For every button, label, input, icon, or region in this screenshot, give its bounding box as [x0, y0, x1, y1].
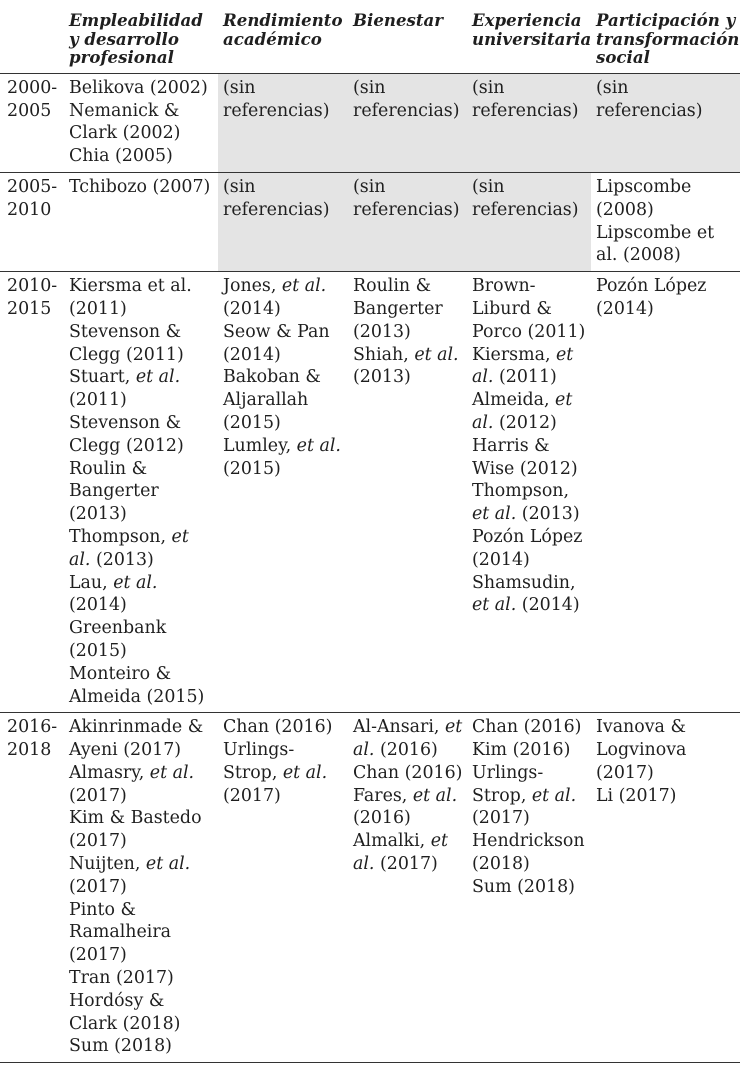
- reference-entry: Chan (2016): [223, 717, 333, 738]
- cell-experiencia: [467, 172, 591, 271]
- reference-entry: Fares, et al. (2016): [353, 785, 458, 829]
- reference-entry: Lipscombe (2008): [596, 176, 692, 220]
- reference-entry: Chan (2016): [472, 717, 582, 738]
- reference-entry: Belikova (2002): [69, 77, 208, 98]
- cell-bienestar: [348, 73, 467, 172]
- reference-entry: Akinrinmade & Ayeni (2017): [69, 717, 204, 761]
- reference-entry: Jones, et al. (2014): [223, 276, 327, 319]
- reference-entry: Kim & Bastedo (2017): [69, 808, 202, 852]
- reference-entry: Sum (2018): [69, 1036, 172, 1057]
- header-participacion: Participación y transformación social: [596, 10, 740, 68]
- cell-rendimiento: [218, 172, 348, 271]
- reference-entry: Pinto & Ramalheira (2017): [69, 899, 172, 966]
- reference-entry: Al-Ansari, et al. (2016): [353, 717, 463, 761]
- table-body: [0, 73, 740, 1062]
- no-references-note: (sin referencias): [472, 77, 579, 121]
- cell-bienestar: [348, 272, 467, 713]
- period-cell: 2005- 2010: [7, 176, 58, 220]
- no-references-note: (sin referencias): [353, 77, 460, 121]
- cell-rendimiento: [218, 713, 348, 1063]
- reference-entry: Urlings-Strop, et al. (2017): [472, 762, 577, 829]
- cell-rendimiento: [218, 73, 348, 172]
- table-row: [0, 172, 740, 271]
- reference-entry: Lumley, et al. (2015): [223, 435, 341, 479]
- reference-entry: Stevenson & Clegg (2012): [69, 412, 184, 456]
- references-table: [0, 6, 740, 1063]
- cell-participacion: [591, 172, 740, 271]
- period-cell: 2000- 2005: [7, 77, 58, 121]
- reference-entry: Chan (2016): [353, 762, 463, 783]
- no-references-note: (sin referencias): [353, 176, 460, 220]
- reference-entry: Thompson, et al. (2013): [69, 526, 189, 570]
- cell-participacion: [591, 272, 740, 713]
- reference-entry: Roulin & Bangerter (2013): [69, 458, 159, 525]
- no-references-note: (sin referencias): [223, 176, 330, 220]
- cell-experiencia: [467, 272, 591, 713]
- period-cell: 2016- 2018: [7, 717, 58, 761]
- reference-entry: Urlings-Strop, et al. (2017): [223, 740, 328, 806]
- reference-entry: Bakoban & Aljarallah (2015): [223, 367, 321, 433]
- cell-experiencia: [467, 73, 591, 172]
- reference-entry: Almeida, et al. (2012): [472, 390, 573, 433]
- cell-rendimiento: [218, 272, 348, 713]
- reference-entry: Harris & Wise (2012): [472, 435, 578, 479]
- reference-entry: Nuijten, et al. (2017): [69, 854, 191, 897]
- header-experiencia: Experiencia universitaria: [472, 10, 592, 49]
- reference-entry: Sum (2018): [472, 876, 575, 897]
- reference-entry: Stevenson & Clegg (2011): [69, 321, 184, 365]
- reference-entry: Almasry, et al. (2017): [69, 762, 195, 806]
- reference-entry: Lau, et al. (2014): [69, 572, 158, 616]
- header-period: [0, 6, 64, 73]
- reference-entry: Kiersma, et al. (2011): [472, 344, 574, 388]
- cell-empleabilidad: [64, 272, 218, 713]
- no-references-note: (sin referencias): [596, 77, 703, 121]
- reference-entry: Chia (2005): [69, 146, 173, 167]
- reference-entry: Tchibozo (2007): [69, 176, 211, 197]
- reference-entry: Kiersma et al. (2011): [69, 276, 192, 319]
- reference-entry: Pozón López (2014): [472, 526, 583, 570]
- cell-empleabilidad: [64, 713, 218, 1063]
- reference-entry: Roulin & Bangerter (2013): [353, 276, 443, 342]
- header-empleabilidad: Empleabilidad y desarrollo profesional: [69, 10, 203, 68]
- reference-entry: Ivanova & Logvinova (2017): [596, 717, 687, 783]
- reference-entry: Kim (2016): [472, 740, 571, 761]
- reference-entry: Stuart, et al. (2011): [69, 367, 181, 411]
- cell-participacion: [591, 73, 740, 172]
- table-row: [0, 713, 740, 1063]
- reference-entry: Almalki, et al. (2017): [353, 831, 448, 875]
- header-row: [0, 6, 740, 73]
- cell-bienestar: [348, 713, 467, 1063]
- reference-entry: Shiah, et al. (2013): [353, 344, 459, 388]
- cell-empleabilidad: [64, 73, 218, 172]
- cell-bienestar: [348, 172, 467, 271]
- reference-entry: Lipscombe et al. (2008): [596, 222, 715, 266]
- reference-entry: Hordósy & Clark (2018): [69, 990, 181, 1034]
- reference-entry: Nemanick & Clark (2002): [69, 100, 181, 144]
- header-rendimiento: Rendimiento académico: [223, 10, 343, 49]
- no-references-note: (sin referencias): [223, 77, 330, 121]
- reference-entry: Brown-Liburd & Porco (2011): [472, 276, 586, 342]
- period-cell: 2010- 2015: [7, 276, 58, 319]
- cell-empleabilidad: [64, 172, 218, 271]
- reference-entry: Monteiro & Almeida (2015): [69, 663, 205, 707]
- table-row: [0, 73, 740, 172]
- reference-entry: Pozón López (2014): [596, 276, 707, 319]
- reference-entry: Li (2017): [596, 785, 677, 806]
- reference-entry: Seow & Pan (2014): [223, 321, 330, 365]
- reference-entry: Thompson, et al. (2013): [472, 481, 580, 525]
- header-bienestar: Bienestar: [353, 10, 444, 30]
- reference-entry: Shamsudin, et al. (2014): [472, 572, 580, 616]
- no-references-note: (sin referencias): [472, 176, 579, 220]
- cell-experiencia: [467, 713, 591, 1063]
- reference-entry: Greenbank (2015): [69, 618, 167, 661]
- reference-entry: Hendrickson (2018): [472, 831, 585, 875]
- table-row: [0, 272, 740, 713]
- cell-participacion: [591, 713, 740, 1063]
- reference-entry: Tran (2017): [69, 968, 174, 989]
